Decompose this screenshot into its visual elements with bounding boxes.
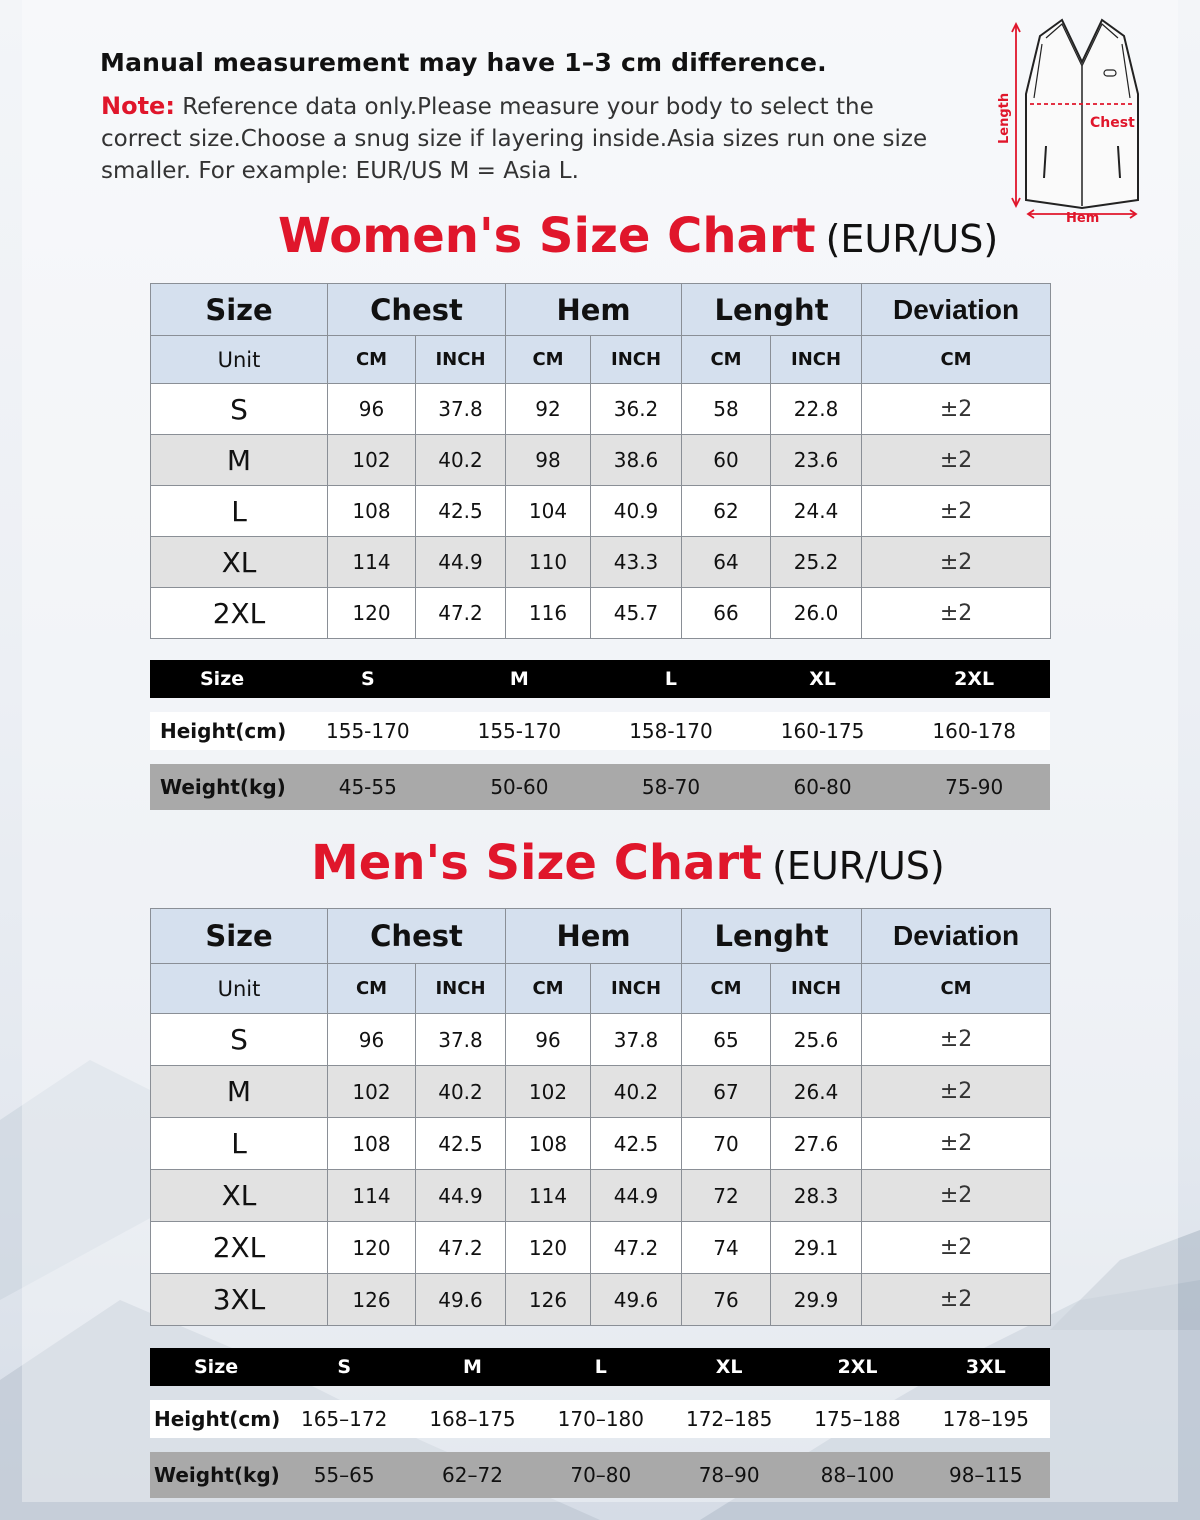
chest-inch-cell: 37.8 <box>416 1014 506 1066</box>
table-row <box>151 1066 1051 1118</box>
hem-cm-cell: 102 <box>506 1066 591 1118</box>
unit-cm: CM <box>862 336 1051 384</box>
hw-height-value: 160-175 <box>780 719 865 743</box>
table-row <box>151 1118 1051 1170</box>
hem-cm-cell: 126 <box>506 1274 591 1326</box>
unit-inch: INCH <box>416 336 506 384</box>
length-inch-cell: 23.6 <box>771 435 862 486</box>
unit-label: Unit <box>151 964 328 1014</box>
length-inch-cell: 24.4 <box>771 486 862 537</box>
hw-weight-value: 50-60 <box>490 775 549 799</box>
hw-weight-value: 55–65 <box>313 1463 375 1487</box>
diagram-hem-label: Hem <box>1066 211 1100 226</box>
table-row <box>151 384 1051 435</box>
hem-inch-cell: 43.3 <box>591 537 682 588</box>
deviation-cell: ±2 <box>862 1170 1051 1222</box>
hem-cm-cell: 108 <box>506 1118 591 1170</box>
hw-size-value: M <box>509 668 529 690</box>
length-cm-cell: 70 <box>682 1118 771 1170</box>
size-cell: 2XL <box>151 588 328 639</box>
unit-cm: CM <box>328 336 416 384</box>
hw-weight-value: 70–80 <box>570 1463 632 1487</box>
women-hw-weight-row <box>150 764 1050 810</box>
unit-inch: INCH <box>771 336 862 384</box>
hw-height-value: 168–175 <box>429 1407 516 1431</box>
chest-cm-cell: 108 <box>328 486 416 537</box>
chest-inch-cell: 47.2 <box>416 1222 506 1274</box>
hem-inch-cell: 47.2 <box>591 1222 682 1274</box>
size-cell: 2XL <box>151 1222 328 1274</box>
unit-cm: CM <box>506 964 591 1014</box>
length-cm-cell: 64 <box>682 537 771 588</box>
chest-cm-cell: 96 <box>328 384 416 435</box>
length-inch-cell: 25.6 <box>771 1014 862 1066</box>
hem-cm-cell: 98 <box>506 435 591 486</box>
chest-cm-cell: 108 <box>328 1118 416 1170</box>
chest-inch-cell: 42.5 <box>416 1118 506 1170</box>
length-cm-cell: 72 <box>682 1170 771 1222</box>
unit-cm: CM <box>328 964 416 1014</box>
length-inch-cell: 22.8 <box>771 384 862 435</box>
men-size-table <box>150 908 1051 1326</box>
hem-cm-cell: 110 <box>506 537 591 588</box>
women-height-weight <box>150 660 1050 810</box>
col-size: Size <box>151 284 328 336</box>
unit-inch: INCH <box>771 964 862 1014</box>
length-inch-cell: 29.1 <box>771 1222 862 1274</box>
hem-cm-cell: 96 <box>506 1014 591 1066</box>
size-cell: 3XL <box>151 1274 328 1326</box>
table-row <box>151 1222 1051 1274</box>
hw-size-value: XL <box>809 668 836 690</box>
unit-inch: INCH <box>591 964 682 1014</box>
women-size-table <box>150 283 1051 639</box>
size-cell: XL <box>151 537 328 588</box>
unit-cm: CM <box>862 964 1051 1014</box>
men-chart-title <box>311 835 945 891</box>
table-row <box>151 1274 1051 1326</box>
hem-inch-cell: 37.8 <box>591 1014 682 1066</box>
men-height-weight <box>150 1348 1050 1498</box>
deviation-cell: ±2 <box>862 1274 1051 1326</box>
hem-inch-cell: 44.9 <box>591 1170 682 1222</box>
length-inch-cell: 26.0 <box>771 588 862 639</box>
length-inch-cell: 25.2 <box>771 537 862 588</box>
col-chest: Chest <box>328 284 506 336</box>
length-inch-cell: 27.6 <box>771 1118 862 1170</box>
deviation-cell: ±2 <box>862 1222 1051 1274</box>
hw-height-value: 158-170 <box>629 719 713 743</box>
chest-cm-cell: 120 <box>328 588 416 639</box>
hw-size-label: Size <box>194 1356 239 1378</box>
men-hw-size-bar <box>150 1348 1050 1386</box>
chest-cm-cell: 102 <box>328 435 416 486</box>
hw-height-label: Height(cm) <box>160 719 287 743</box>
hw-size-value: 3XL <box>965 1356 1006 1378</box>
vest-diagram-icon <box>997 14 1160 228</box>
unit-cm: CM <box>506 336 591 384</box>
chest-cm-cell: 96 <box>328 1014 416 1066</box>
hem-inch-cell: 36.2 <box>591 384 682 435</box>
deviation-cell: ±2 <box>862 1014 1051 1066</box>
table-row <box>151 1014 1051 1066</box>
hem-inch-cell: 42.5 <box>591 1118 682 1170</box>
col-length: Lenght <box>682 284 862 336</box>
col-deviation: Deviation <box>862 284 1051 336</box>
hw-weight-value: 45-55 <box>338 775 397 799</box>
hw-size-value: XL <box>715 1356 743 1378</box>
hw-height-value: 170–180 <box>557 1407 644 1431</box>
women-subtitle: (EUR/US) <box>825 217 999 261</box>
size-cell: XL <box>151 1170 328 1222</box>
hw-weight-value: 62–72 <box>442 1463 503 1487</box>
hw-weight-value: 88–100 <box>820 1463 895 1487</box>
chest-inch-cell: 37.8 <box>416 384 506 435</box>
size-cell: M <box>151 435 328 486</box>
hem-cm-cell: 114 <box>506 1170 591 1222</box>
size-cell: M <box>151 1066 328 1118</box>
table-row <box>151 486 1051 537</box>
deviation-cell: ±2 <box>862 1066 1051 1118</box>
hw-weight-label: Weight(kg) <box>160 775 286 799</box>
length-inch-cell: 29.9 <box>771 1274 862 1326</box>
chest-cm-cell: 126 <box>328 1274 416 1326</box>
chest-inch-cell: 47.2 <box>416 588 506 639</box>
length-inch-cell: 26.4 <box>771 1066 862 1118</box>
hw-size-value: L <box>664 668 678 690</box>
hem-inch-cell: 45.7 <box>591 588 682 639</box>
hw-size-value: 2XL <box>837 1356 878 1378</box>
chest-inch-cell: 40.2 <box>416 1066 506 1118</box>
hw-size-value: S <box>337 1356 351 1378</box>
hw-size-label: Size <box>200 668 245 690</box>
hw-height-value: 165–172 <box>300 1407 388 1431</box>
men-hw-height-row <box>150 1400 1050 1438</box>
col-length: Lenght <box>682 909 862 964</box>
hem-inch-cell: 40.9 <box>591 486 682 537</box>
note-label: Note: <box>101 92 175 120</box>
chest-cm-cell: 114 <box>328 1170 416 1222</box>
length-cm-cell: 67 <box>682 1066 771 1118</box>
hem-inch-cell: 38.6 <box>591 435 682 486</box>
size-cell: L <box>151 1118 328 1170</box>
hw-height-value: 175–188 <box>814 1407 901 1431</box>
length-inch-cell: 28.3 <box>771 1170 862 1222</box>
hw-size-value: 2XL <box>954 668 995 690</box>
hw-size-value: S <box>360 668 375 690</box>
hw-height-value: 160-178 <box>932 719 1016 743</box>
chest-inch-cell: 42.5 <box>416 486 506 537</box>
hw-height-value: 172–185 <box>685 1407 773 1431</box>
measurement-note: Manual measurement may have 1–3 cm difference. <box>100 48 827 77</box>
chest-inch-cell: 44.9 <box>416 537 506 588</box>
deviation-cell: ±2 <box>862 588 1051 639</box>
hem-cm-cell: 116 <box>506 588 591 639</box>
women-hw-size-bar <box>150 660 1050 698</box>
chest-cm-cell: 120 <box>328 1222 416 1274</box>
diagram-length-label: Length <box>997 92 1012 144</box>
length-cm-cell: 60 <box>682 435 771 486</box>
unit-inch: INCH <box>416 964 506 1014</box>
size-cell: S <box>151 1014 328 1066</box>
length-cm-cell: 76 <box>682 1274 771 1326</box>
size-note <box>101 90 961 187</box>
hem-inch-cell: 49.6 <box>591 1274 682 1326</box>
length-cm-cell: 65 <box>682 1014 771 1066</box>
chest-inch-cell: 40.2 <box>416 435 506 486</box>
deviation-cell: ±2 <box>862 1118 1051 1170</box>
deviation-cell: ±2 <box>862 435 1051 486</box>
chest-cm-cell: 114 <box>328 537 416 588</box>
chest-inch-cell: 49.6 <box>416 1274 506 1326</box>
unit-label: Unit <box>151 336 328 384</box>
size-cell: L <box>151 486 328 537</box>
chest-inch-cell: 44.9 <box>416 1170 506 1222</box>
hem-cm-cell: 92 <box>506 384 591 435</box>
hw-weight-label: Weight(kg) <box>154 1463 280 1487</box>
hem-cm-cell: 104 <box>506 486 591 537</box>
length-cm-cell: 58 <box>682 384 771 435</box>
col-size: Size <box>151 909 328 964</box>
women-chart-title <box>278 208 998 264</box>
hw-height-value: 155-170 <box>477 719 562 743</box>
hw-height-value: 155-170 <box>326 719 410 743</box>
col-chest: Chest <box>328 909 506 964</box>
col-deviation: Deviation <box>862 909 1051 964</box>
table-row <box>151 588 1051 639</box>
size-cell: S <box>151 384 328 435</box>
deviation-cell: ±2 <box>862 384 1051 435</box>
hw-height-value: 178–195 <box>942 1407 1029 1431</box>
deviation-cell: ±2 <box>862 537 1051 588</box>
hem-inch-cell: 40.2 <box>591 1066 682 1118</box>
deviation-cell: ±2 <box>862 486 1051 537</box>
hw-size-value: L <box>594 1356 607 1378</box>
length-cm-cell: 62 <box>682 486 771 537</box>
hw-weight-value: 60-80 <box>793 775 852 799</box>
note-text: Reference data only.Please measure your body to select the correct size.Choose a snug size if layering inside.Asia sizes run one size smaller. For example: EUR/US M = Asia L. <box>101 94 928 184</box>
hem-cm-cell: 120 <box>506 1222 591 1274</box>
men-subtitle: (EUR/US) <box>772 844 945 888</box>
men-hw-weight-row <box>150 1452 1050 1498</box>
unit-inch: INCH <box>591 336 682 384</box>
diagram-chest-label: Chest <box>1090 115 1135 131</box>
women-hw-height-row <box>150 712 1050 750</box>
chest-cm-cell: 102 <box>328 1066 416 1118</box>
length-cm-cell: 74 <box>682 1222 771 1274</box>
hw-height-label: Height(cm) <box>154 1407 281 1431</box>
hw-weight-value: 75-90 <box>945 775 1004 799</box>
col-hem: Hem <box>506 909 682 964</box>
length-cm-cell: 66 <box>682 588 771 639</box>
hw-weight-value: 78–90 <box>698 1463 760 1487</box>
hw-weight-value: 58-70 <box>641 775 701 799</box>
women-title: Women's Size Chart <box>278 208 816 264</box>
hw-size-value: M <box>463 1356 482 1378</box>
hw-weight-value: 98–115 <box>948 1463 1023 1487</box>
col-hem: Hem <box>506 284 682 336</box>
men-title: Men's Size Chart <box>311 835 763 891</box>
unit-cm: CM <box>682 336 771 384</box>
table-row <box>151 537 1051 588</box>
table-row <box>151 1170 1051 1222</box>
unit-cm: CM <box>682 964 771 1014</box>
table-row <box>151 435 1051 486</box>
